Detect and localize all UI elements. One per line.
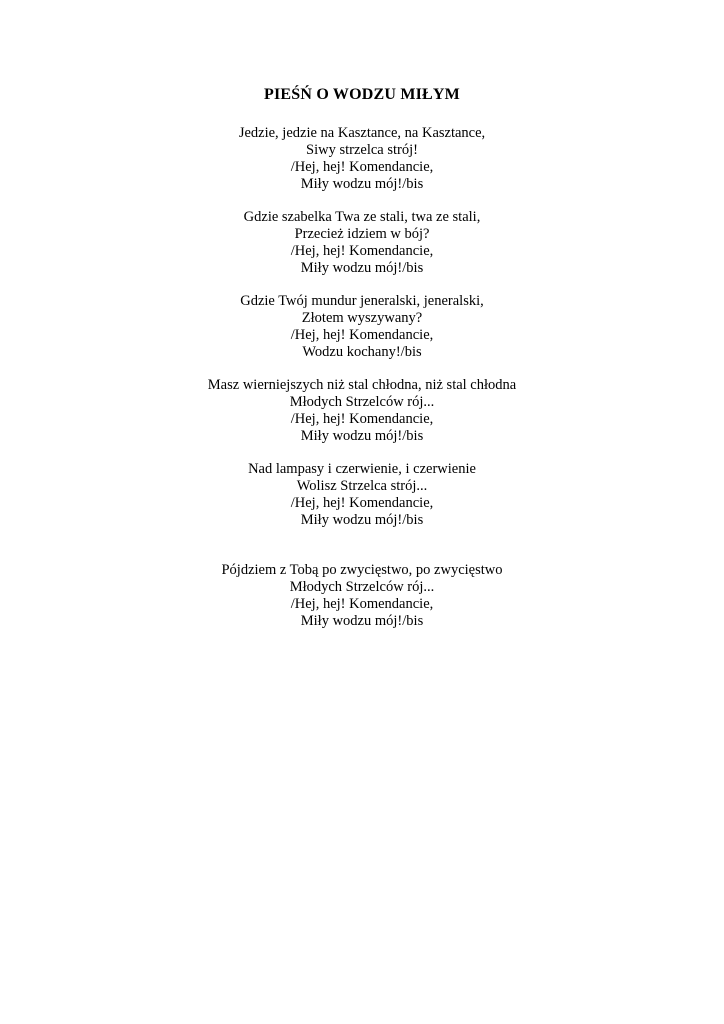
stanza-line: /Hej, hej! Komendancie, [290,159,434,175]
stanza-line: Złotem wyszywany? [301,310,423,326]
stanza-line: Miły wodzu mój!/bis [300,260,424,276]
stanza-line: Jedzie, jedzie na Kasztance, na Kasztance, [238,125,486,141]
stanza-line: Miły wodzu mój!/bis [300,428,424,444]
stanza-line: /Hej, hej! Komendancie, [290,327,434,343]
stanza-5 [0,461,724,529]
stanza-line: Wodzu kochany!/bis [302,344,422,360]
stanza-line: /Hej, hej! Komendancie, [290,243,434,259]
stanza-line: /Hej, hej! Komendancie, [290,495,434,511]
stanza-2 [0,209,724,277]
stanza-line: Młodych Strzelców rój... [289,394,435,410]
stanza-line: Siwy strzelca strój! [306,142,418,158]
stanza-line: Gdzie szabelka Twa ze stali, twa ze stali, [243,209,481,225]
stanza-line: Gdzie Twój mundur jeneralski, jeneralski, [240,293,484,309]
stanza-line: Pójdziem z Tobą po zwycięstwo, po zwycięstwo [221,562,503,578]
stanza-1 [0,125,724,193]
stanza-line: Miły wodzu mój!/bis [300,176,424,192]
stanza-line: Masz wierniejszych niż stal chłodna, niż stal chłodna [207,377,517,393]
stanza-3 [0,293,724,361]
stanza-line: Przecież idziem w bój? [294,226,430,242]
stanza-line: /Hej, hej! Komendancie, [290,596,434,612]
stanza-line: Miły wodzu mój!/bis [300,613,424,629]
stanza-line: Wolisz Strzelca strój... [296,478,428,494]
stanza-line: Miły wodzu mój!/bis [300,512,424,528]
stanza-6 [0,562,724,630]
stanza-line: Nad lampasy i czerwienie, i czerwienie [248,461,476,477]
stanza-line: Młodych Strzelców rój... [289,579,435,595]
song-title: PIEŚŃ O WODZU MIŁYM [264,86,460,103]
stanza-line: /Hej, hej! Komendancie, [290,411,434,427]
stanza-4 [0,377,724,445]
